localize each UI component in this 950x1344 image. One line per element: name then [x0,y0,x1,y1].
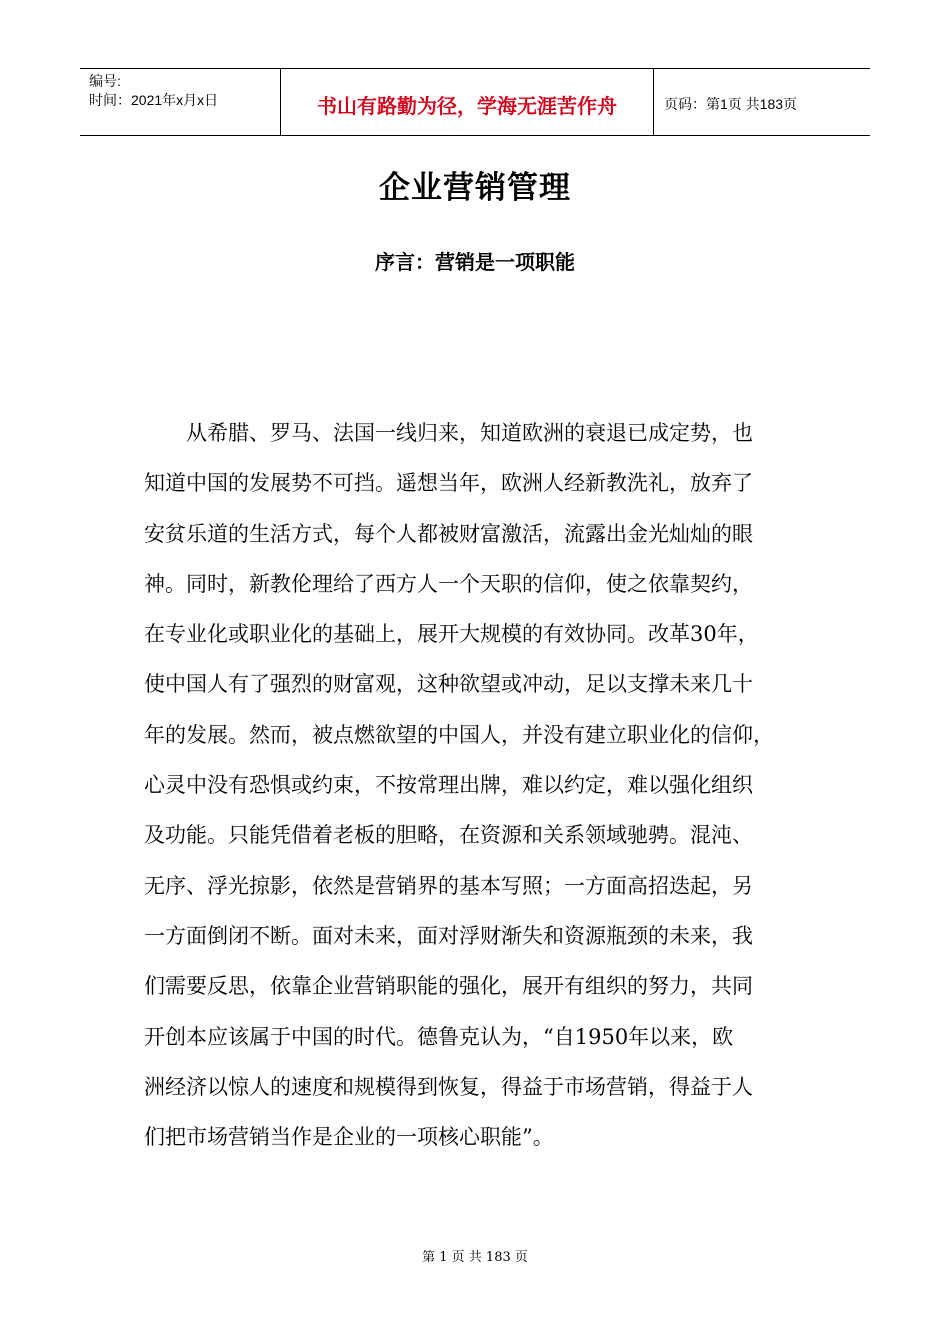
paragraph-line: 一方面倒闭不断。面对未来，面对浮财渐失和资源瓶颈的未来，我 [144,923,753,948]
paragraph-line: 年的发展。然而，被点燃欲望的中国人，并没有建立职业化的信仰， [144,722,774,747]
paragraph-line: 使中国人有了强烈的财富观，这种欲望或冲动，足以支撑未来几十 [144,672,753,697]
paragraph-line: 开创本应该属于中国的时代。德鲁克认为，“自1950年以来，欧 [144,1024,734,1049]
paragraph-line: 及功能。只能凭借着老板的胆略，在资源和关系领域驰骋。混沌、 [144,823,753,848]
paragraph-line: 知道中国的发展势不可挡。遥想当年，欧洲人经新教洗礼，放弃了 [144,471,753,496]
date-label: 时间：2021年x月x日 [89,92,219,108]
header-motto-cell [281,69,654,135]
paragraph-line: 无序、浮光掠影，依然是营销界的基本写照；一方面高招迭起，另 [144,873,753,898]
paragraph-line: 心灵中没有恐惧或约束，不按常理出牌，难以约定，难以强化组织 [144,773,753,798]
page-footer: 第 1 页 共 183 页 [422,1250,528,1265]
paragraph-line: 在专业化或职业化的基础上，展开大规模的有效协同。改革30年， [144,622,759,647]
number-label: 编号: [89,73,121,89]
paragraph-line: 从希腊、罗马、法国一线归来，知道欧洲的衰退已成定势，也 [186,421,753,445]
document-title: 企业营销管理 [379,170,571,206]
paragraph-line: 神。同时，新教伦理给了西方人一个天职的信仰，使之依靠契约， [144,571,753,596]
motto-text: 书山有路勤为径，学海无涯苦作舟 [317,93,617,118]
header-page-info: 页码：第1页 共183页 [664,95,798,112]
document-header-table [80,68,870,136]
header-meta-cell [80,69,281,135]
paragraph-line: 洲经济以惊人的速度和规模得到恢复，得益于市场营销，得益于人 [144,1074,753,1099]
paragraph-line: 安贫乐道的生活方式，每个人都被财富激活，流露出金光灿灿的眼 [144,521,753,546]
paragraph-line: 们把市场营销当作是企业的一项核心职能”。 [144,1125,554,1150]
document-subtitle: 序言：营销是一项职能 [375,250,575,274]
header-page-cell [654,69,870,135]
body-paragraph [144,408,814,1162]
paragraph-line: 们需要反思，依靠企业营销职能的强化，展开有组织的努力，共同 [144,974,753,999]
